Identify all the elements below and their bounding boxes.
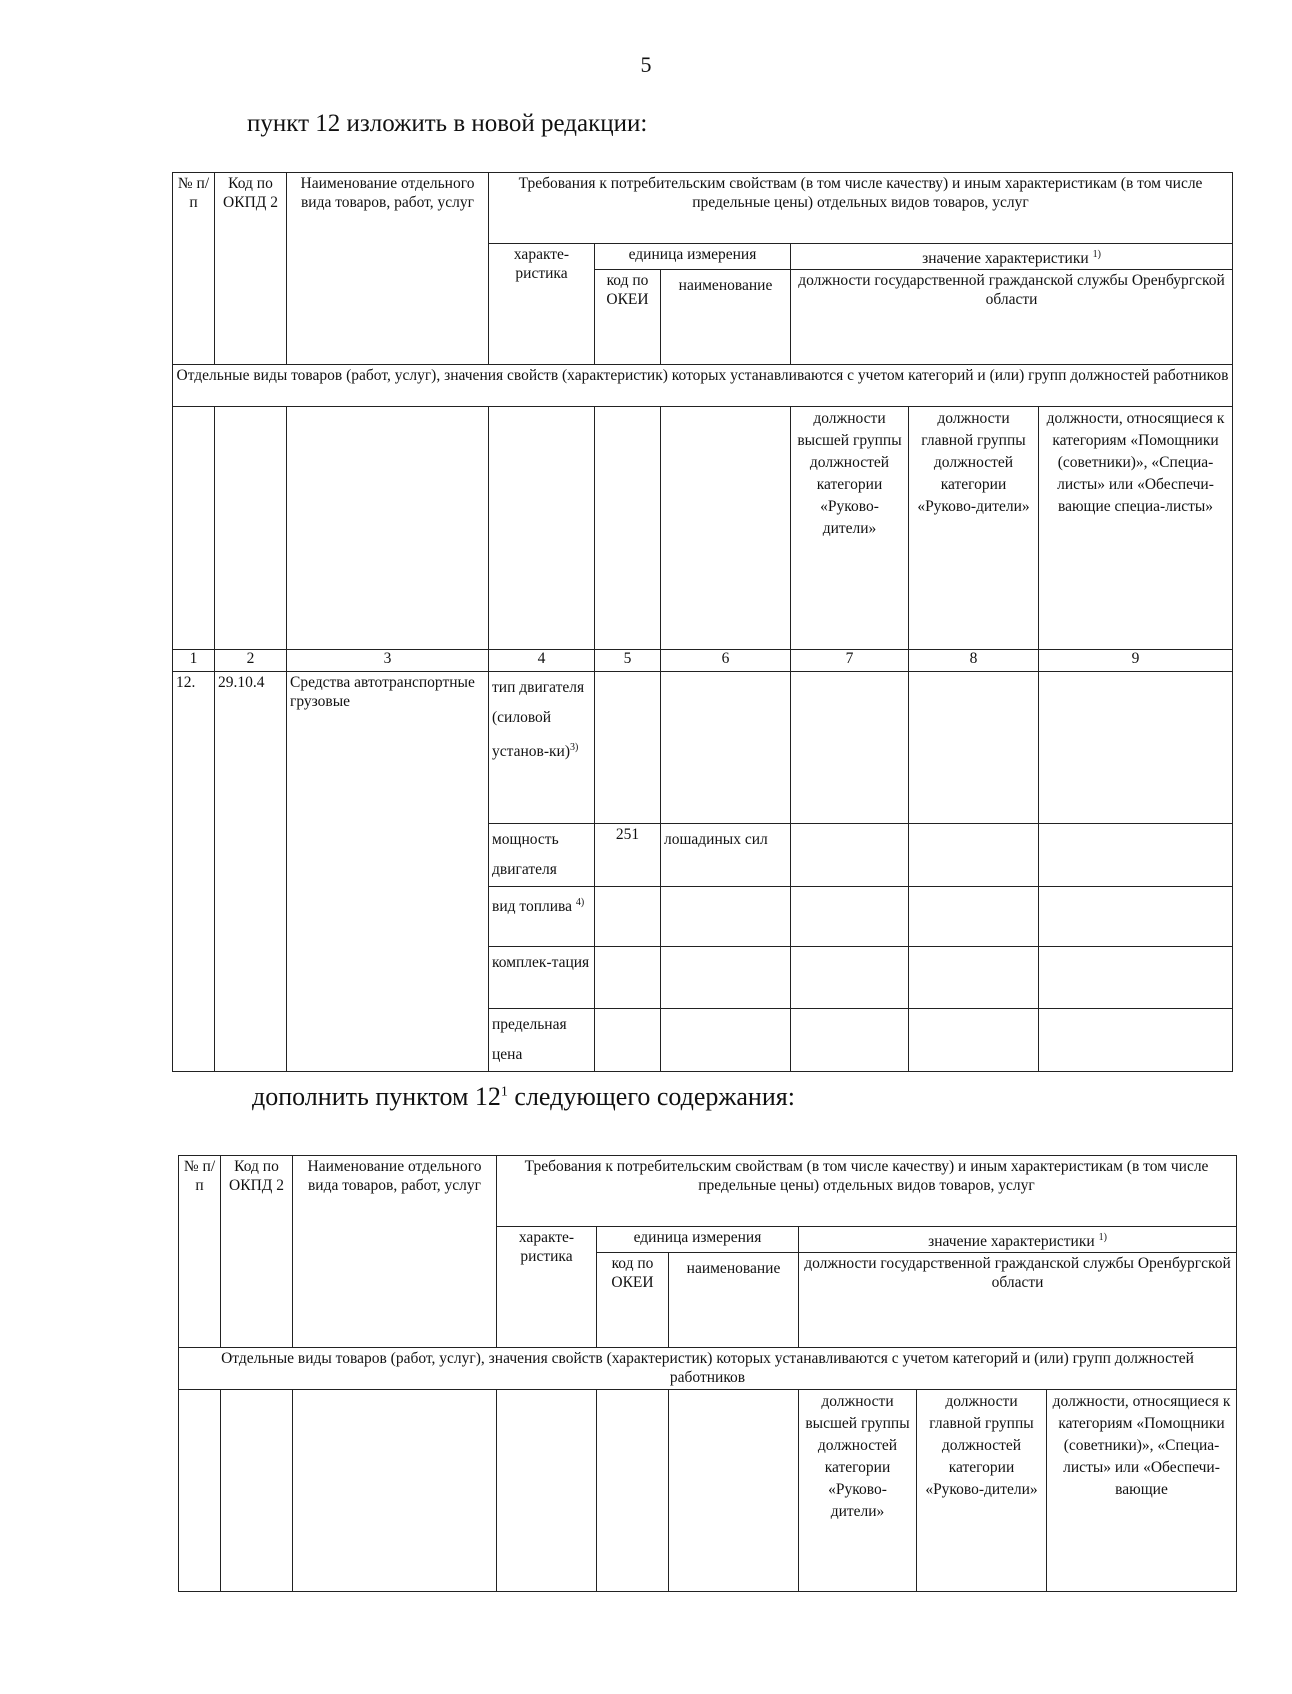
header-num: № п/п xyxy=(173,173,215,365)
column-number: 9 xyxy=(1039,650,1233,672)
unit-cell: лошадиных сил xyxy=(661,824,791,887)
header-characteristic: характе-ристика xyxy=(497,1227,597,1348)
column-number: 4 xyxy=(489,650,595,672)
header-requirements: Требования к потребительским свойствам (в том числе качеству) и иным характеристикам (в том числе предельные цены) отдельных видов товаров, услуг xyxy=(489,173,1233,244)
characteristic-engine-type: тип двигателя (силовой установ-ки)$^{3)}$ xyxy=(489,672,595,824)
characteristic-max-price: предельная цена xyxy=(489,1009,595,1072)
header-okei: код по ОКЕИ xyxy=(595,270,661,365)
column-number: 8 xyxy=(909,650,1039,672)
section-title: Отдельные виды товаров (работ, услуг), значения свойств (характеристик) которых устанавливаются с учетом категорий и (или) групп должностей работников xyxy=(173,365,1233,407)
characteristic-fuel-type: вид топлива $^{4)}$ xyxy=(489,887,595,947)
header-unit: единица измерения xyxy=(595,244,791,270)
characteristic-engine-power: мощность двигателя xyxy=(489,824,595,887)
table-item-12-1 xyxy=(178,1155,1237,1592)
page-number: 5 xyxy=(640,52,652,77)
column-number: 7 xyxy=(791,650,909,672)
heading-item-12-1: дополнить пунктом $12^1$ следующего содержания: xyxy=(252,1082,795,1111)
okei-cell xyxy=(595,1009,661,1072)
header-category-high: должности высшей группы должностей категории «Руково-дители» xyxy=(791,407,909,650)
header-okpd: Код по ОКПД 2 xyxy=(215,173,287,365)
unit-cell xyxy=(661,887,791,947)
column-number: 6 xyxy=(661,650,791,672)
header-category-other: должности, относящиеся к категориям «Помощники (советники)», «Специа-листы» или «Обеспечи-вающие xyxy=(1047,1390,1237,1592)
unit-cell xyxy=(661,1009,791,1072)
item-num: 12. xyxy=(173,672,215,1072)
header-positions: должности государственной гражданской службы Оренбургской области xyxy=(791,270,1233,365)
header-unit-name: наименование xyxy=(669,1253,799,1348)
header-category-main: должности главной группы должностей категории «Руково-дители» xyxy=(917,1390,1047,1592)
header-category-other: должности, относящиеся к категориям «Помощники (советники)», «Специа-листы» или «Обеспечи-вающие специа-листы» xyxy=(1039,407,1233,650)
okei-cell xyxy=(595,887,661,947)
unit-cell xyxy=(661,672,791,824)
characteristic-configuration: комплек-тация xyxy=(489,947,595,1009)
header-positions: должности государственной гражданской службы Оренбургской области xyxy=(799,1253,1237,1348)
header-unit: единица измерения xyxy=(597,1227,799,1253)
header-category-high: должности высшей группы должностей категории «Руково-дители» xyxy=(799,1390,917,1592)
item-name: Средства автотранспортные грузовые xyxy=(287,672,489,1072)
header-okpd: Код по ОКПД 2 xyxy=(221,1156,293,1348)
column-number: 3 xyxy=(287,650,489,672)
heading-item-12: пункт 12 изложить в новой редакции: xyxy=(247,110,648,137)
header-unit-name: наименование xyxy=(661,270,791,365)
column-number: 5 xyxy=(595,650,661,672)
header-num: № п/п xyxy=(179,1156,221,1348)
header-value: значение характеристики $^{1)}$ xyxy=(799,1227,1237,1253)
header-category-main: должности главной группы должностей категории «Руково-дители» xyxy=(909,407,1039,650)
okei-cell xyxy=(595,672,661,824)
header-value: значение характеристики $^{1)}$ xyxy=(791,244,1233,270)
header-name: Наименование отдельного вида товаров, работ, услуг xyxy=(293,1156,497,1348)
header-okei: код по ОКЕИ xyxy=(597,1253,669,1348)
column-number: 2 xyxy=(215,650,287,672)
item-code: 29.10.4 xyxy=(215,672,287,1072)
column-number: 1 xyxy=(173,650,215,672)
okei-cell: 251 xyxy=(595,824,661,887)
table-item-12 xyxy=(172,172,1233,1072)
header-characteristic: характе-ристика xyxy=(489,244,595,365)
header-requirements: Требования к потребительским свойствам (в том числе качеству) и иным характеристикам (в том числе предельные цены) отдельных видов товаров, услуг xyxy=(497,1156,1237,1227)
section-title: Отдельные виды товаров (работ, услуг), значения свойств (характеристик) которых устанавливаются с учетом категорий и (или) групп должностей работников xyxy=(179,1348,1237,1390)
okei-cell xyxy=(595,947,661,1009)
unit-cell xyxy=(661,947,791,1009)
header-name: Наименование отдельного вида товаров, работ, услуг xyxy=(287,173,489,365)
